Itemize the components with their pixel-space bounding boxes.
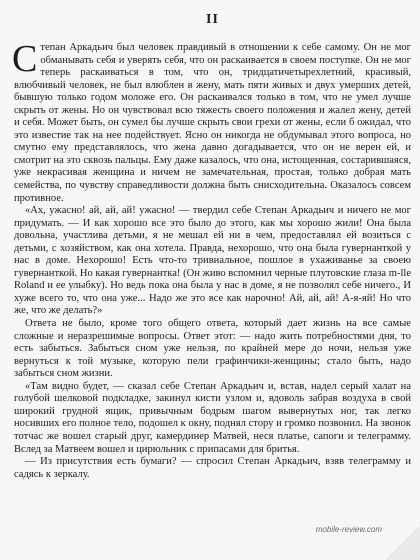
drop-cap: С xyxy=(12,38,38,80)
paragraph-5: — Из присутствия есть бумаги? — спросил Степан Аркадьич, взяв телеграмму и садясь к зеркалу. xyxy=(14,456,411,480)
chapter-number: II xyxy=(206,12,219,27)
paragraph-1-text: тепан Аркадьич был человек правдивый в отношении к себе самому. Он не мог обманывать себя и уверять себя, что он раскаивается в своем поступке. Он не мог теперь раскаиваться в том, что он, тридцатичетырехлетний, красивый, влюбчивый человек, не был влюблен в жену, мать пяти живых и двух умерших детей, бывшую только годом моложе его. Он раскаивался только в том, что не умел лучше скрыть от жены. Но он чувствовал всю тяжесть своего положения и жалел жену, детей и себя. Может быть, он сумел бы лучше скрыть свои грехи от жены, если б ожидал, что это известие так на нее подействует. Ясно он никогда не обдумывал этого вопроса, но смутно ему представлялось, что жена давно догадывается, что он не верен ей, и смотрит на это сквозь пальцы. Ему даже казалось, что она, истощенная, состарившаяся, уже некрасивая женщина и ничем не замечательная, простая, только добрая мать семейства, по чувству справедливости должна быть снисходительна. Оказалось совсем противное. xyxy=(14,42,411,204)
paragraph-2: «Ах, ужасно! ай, ай, ай! ужасно! — твердил себе Степан Аркадьич и ничего не мог придумать. — И как хорошо все это было до этого, как мы хорошо жили! Она была довольна, участлива детьми, я не мешал ей ни в чем, предоставлял ей возиться с детьми, с хозяйством, как она хотела. Правда, нехорошо, что она была гувернанткой у нас в доме. Нехорошо! Есть что-то тривиальное, пошлое в ухаживанье за своею гувернанткой. Но какая гувернантка! (Он живо вспомнил черные плутовские глаза m-lle Roland и ее улыбку). Но ведь пока она была у нас в доме, я не позволял себе ничего., И хуже всего то, что она уже... Надо же это все как нарочно! Ай, ай, ай! А-я-яй! Но что же, что же делать?» xyxy=(14,205,411,317)
paragraph-3: Ответа не было, кроме того общего ответа, который дает жизнь на все самые сложные и неразрешимые вопросы. Ответ этот: — надо жить потребностями дня, то есть забыться. Забыться сном уже нельзя, по крайней мере до ночи, нельзя уже вернуться к той музыке, которую пели графинчики-женщины; стало быть, надо забыться сном жизни. xyxy=(14,318,411,380)
paragraph-1 xyxy=(12,38,411,205)
page-corner-fold[interactable] xyxy=(386,526,420,560)
paragraph-4: «Там видно будет, — сказал себе Степан Аркадьич и, встав, надел серый халат на голубой шелковой подкладке, закинул кисти узлом и, вдоволь забрав воздуха в свой широкий грудной ящик, привычным бодрым шагом вывернутых ног, так легко носивших его полное тело, подошел к окну, поднял стору и громко позвонил. На звонок тотчас же вошел старый друг, камердинер Матвей, неся платье, сапоги и телеграмму. Вслед за Матвеем вошел и цирюльник с припасами для бритья. xyxy=(14,380,411,455)
watermark: mobile-review.com xyxy=(315,525,382,534)
